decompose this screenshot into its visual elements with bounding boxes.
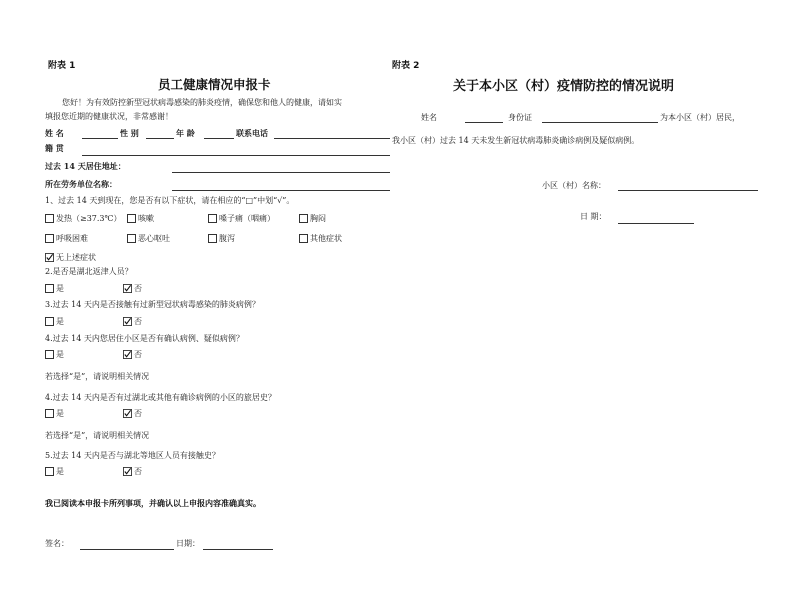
symptom-other-label: 其他症状 [310, 234, 342, 243]
symptom-cough[interactable] [127, 213, 154, 224]
explain-note-1: 若选择“是”，请说明相关情况 [45, 372, 150, 381]
employer-label: 所在劳务单位名称： [45, 179, 117, 189]
checkbox-icon[interactable] [208, 234, 217, 243]
q2-yes-option[interactable] [45, 283, 64, 294]
checkbox-icon[interactable] [45, 467, 54, 476]
explain-note-2: 若选择“是”，请说明相关情况 [45, 431, 150, 440]
community-statement-title: 关于本小区（村）疫情防控的情况说明 [453, 79, 675, 94]
statement-date-field[interactable] [618, 223, 694, 224]
checkbox-icon[interactable] [127, 234, 136, 243]
age-label: 年 龄 [176, 128, 195, 138]
checked-box-icon[interactable] [123, 317, 132, 326]
q3-yes-label: 是 [56, 317, 64, 326]
q3-yes-option[interactable] [45, 316, 64, 327]
community-name-label: 小区（村）名称： [542, 181, 606, 190]
checkbox-icon[interactable] [45, 284, 54, 293]
signature-label: 签名： [45, 539, 69, 548]
symptom-breathing[interactable] [45, 233, 88, 244]
symptom-sore-throat-label: 嗓子痛（咽痛） [219, 214, 275, 223]
checkbox-icon[interactable] [45, 317, 54, 326]
no-case-statement: 我小区（村）过去 14 天未发生新冠状病毒肺炎确诊病例及疑似病例。 [392, 136, 640, 145]
question-5: 5.过去 14 天内是否与湖北等地区人员有接触史？ [45, 451, 220, 460]
checked-box-icon[interactable] [123, 350, 132, 359]
q4b-yes-option[interactable] [45, 408, 64, 419]
id-card-label: 身份证 [508, 113, 532, 122]
phone-field[interactable] [274, 138, 390, 139]
question-4b: 4.过去 14 天内是否有过湖北或其他有确诊病例的小区的旅居史？ [45, 393, 276, 402]
q4a-yes-label: 是 [56, 350, 64, 359]
q2-no-label: 否 [134, 284, 142, 293]
name-field[interactable] [82, 138, 118, 139]
health-card-title: 员工健康情况申报卡 [158, 77, 271, 92]
q5-yes-label: 是 [56, 467, 64, 476]
gender-label: 性 别 [120, 128, 139, 138]
q2-yes-label: 是 [56, 284, 64, 293]
q5-no-option[interactable] [123, 466, 142, 477]
symptom-nausea-label: 恶心呕吐 [138, 234, 170, 243]
residence-field[interactable] [172, 172, 390, 173]
residence-label: 过去 14 天居住地址： [45, 161, 126, 171]
native-place-label: 籍 贯 [45, 143, 64, 153]
symptom-nausea[interactable] [127, 233, 170, 244]
q4b-yes-label: 是 [56, 409, 64, 418]
q3-no-option[interactable] [123, 316, 142, 327]
checkbox-icon[interactable] [45, 234, 54, 243]
intro-line-1: 您好！为有效防控新型冠状病毒感染的肺炎疫情，确保您和他人的健康，请如实 [62, 98, 342, 107]
q4b-no-option[interactable] [123, 408, 142, 419]
symptom-chest-tightness[interactable] [299, 213, 326, 224]
symptom-chest-tightness-label: 胸闷 [310, 214, 326, 223]
q4a-no-label: 否 [134, 350, 142, 359]
q4a-yes-option[interactable] [45, 349, 64, 360]
q5-no-label: 否 [134, 467, 142, 476]
checked-box-icon[interactable] [123, 467, 132, 476]
q3-no-label: 否 [134, 317, 142, 326]
question-4a: 4.过去 14 天内您居住小区是否有确认病例、疑似病例？ [45, 334, 244, 343]
symptom-fever-label: 发热（≥37.3℃） [56, 214, 122, 223]
q2-no-option[interactable] [123, 283, 142, 294]
symptom-other[interactable] [299, 233, 342, 244]
phone-label: 联系电话 [236, 128, 268, 138]
gender-field[interactable] [146, 138, 174, 139]
community-name-field[interactable] [618, 190, 758, 191]
resident-text: 为本小区（村）居民， [660, 113, 740, 122]
question-3: 3.过去 14 天内是否接触有过新型冠状病毒感染的肺炎病例？ [45, 300, 260, 309]
name-label: 姓 名 [45, 128, 64, 138]
checkbox-icon[interactable] [45, 409, 54, 418]
employer-field[interactable] [172, 190, 390, 191]
age-field[interactable] [204, 138, 234, 139]
intro-line-2: 填报您近期的健康状况，非常感谢！ [45, 112, 173, 121]
symptom-cough-label: 咳嗽 [138, 214, 154, 223]
symptom-diarrhea-label: 腹泻 [219, 234, 235, 243]
resident-name-field[interactable] [465, 122, 503, 123]
symptom-sore-throat[interactable] [208, 213, 275, 224]
resident-name-label: 姓名 [421, 113, 437, 122]
declaration: 我已阅读本申报卡所列事项，并确认以上申报内容准确真实。 [45, 499, 261, 508]
date-label: 日期： [176, 539, 200, 548]
checked-box-icon[interactable] [123, 409, 132, 418]
question-1: 1、过去 14 天到现在，您是否有以下症状，请在相应的“□”中划“√”。 [45, 196, 295, 205]
checkbox-icon[interactable] [127, 214, 136, 223]
signature-field[interactable] [80, 549, 174, 550]
checkbox-icon[interactable] [45, 350, 54, 359]
checkbox-icon[interactable] [299, 234, 308, 243]
symptom-none[interactable] [45, 252, 96, 263]
checked-box-icon[interactable] [45, 253, 54, 262]
q5-yes-option[interactable] [45, 466, 64, 477]
checkbox-icon[interactable] [45, 214, 54, 223]
symptom-breathing-label: 呼吸困难 [56, 234, 88, 243]
symptom-diarrhea[interactable] [208, 233, 235, 244]
symptom-none-label: 无上述症状 [56, 253, 96, 262]
attachment-1-label: 附表 1 [48, 61, 76, 71]
attachment-2-label: 附表 2 [392, 61, 420, 71]
statement-date-label: 日 期： [580, 212, 607, 221]
checkbox-icon[interactable] [299, 214, 308, 223]
date-field[interactable] [203, 549, 273, 550]
checked-box-icon[interactable] [123, 284, 132, 293]
q4b-no-label: 否 [134, 409, 142, 418]
id-card-field[interactable] [542, 122, 658, 123]
checkbox-icon[interactable] [208, 214, 217, 223]
symptom-fever[interactable] [45, 213, 121, 224]
native-place-field[interactable] [82, 155, 390, 156]
question-2: 2.是否是湖北返津人员？ [45, 267, 133, 276]
q4a-no-option[interactable] [123, 349, 142, 360]
